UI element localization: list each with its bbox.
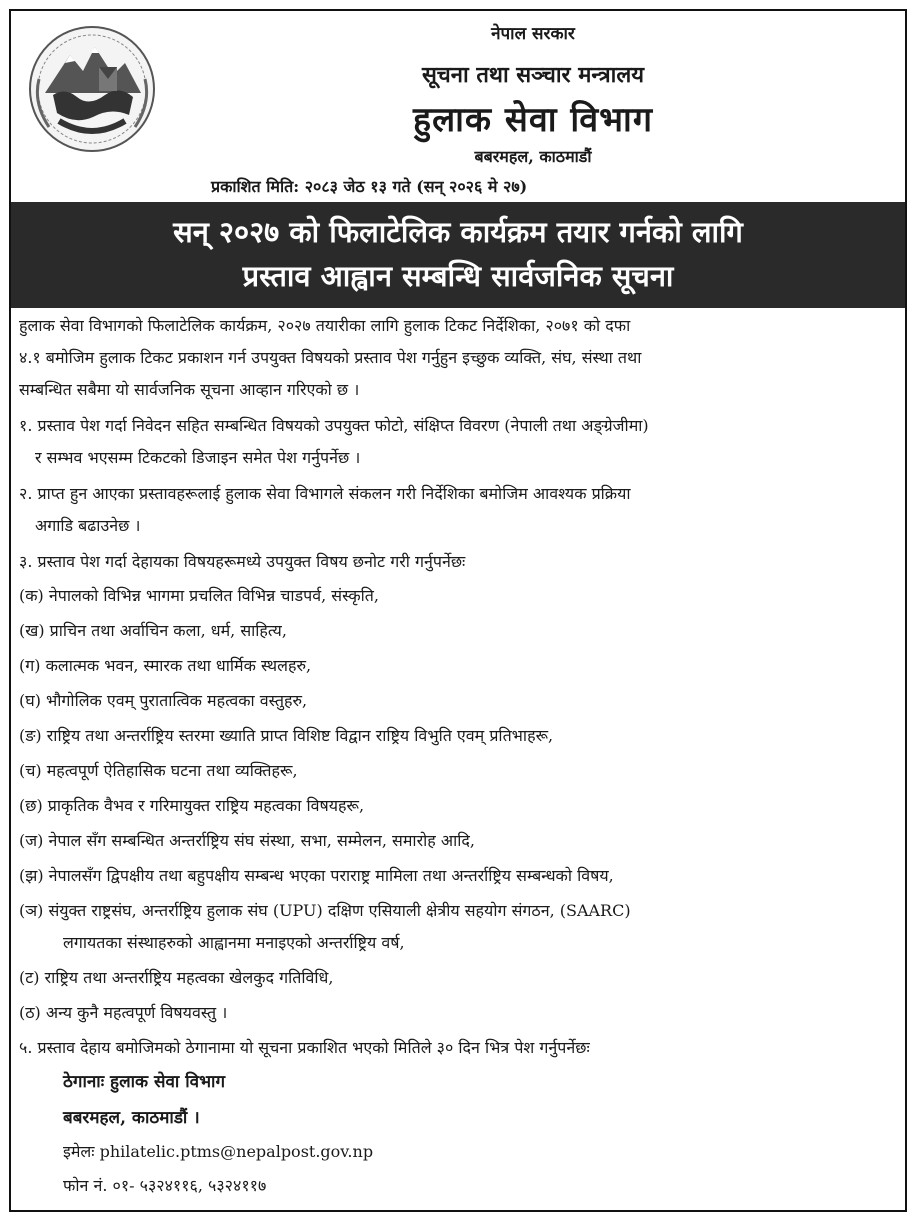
point-1: १. प्रस्ताव पेश गर्दा निवेदन सहित सम्बन्धित विषयको उपयुक्त फोटो, संक्षिप्त विवरण (नेपाली तथा अङ्ग्रेजीमा) [19,416,649,435]
subitem-tha: (ठ) अन्य कुनै महत्वपूर्ण विषयवस्तु । [19,1003,228,1022]
point-5: ५. प्रस्ताव देहाय बमोजिमको ठेगानामा यो सूचना प्रकाशित भएको मितिले ३० दिन भित्र पेश गर्नुपर्नेछः [19,1038,590,1057]
subitem-jha: (झ) नेपालसँग द्विपक्षीय तथा बहुपक्षीय सम्बन्ध भएका पराराष्ट्र मामिला तथा अन्तर्राष्ट्रिय सम्बन्धको विषय, [19,866,614,885]
subitem-ta: (ट) राष्ट्रिय तथा अन्तर्राष्ट्रिय महत्वका खेलकुद गतिविधि, [19,968,334,987]
government-name: नेपाल सरकार [491,24,575,44]
subitem-yna-cont: लगायतका संस्थाहरुको आह्वानमा मनाइएको अन्तर्राष्ट्रिय वर्ष, [63,933,405,952]
contact-email: इमेलः philatelic.ptms@nepalpost.gov.np [63,1142,374,1161]
point-3: ३. प्रस्ताव पेश गर्दा देहायका विषयहरूमध्ये उपयुक्त विषय छनोट गरी गर्नुपर्नेछः [19,552,466,571]
notice-title-banner [11,202,905,308]
subitem-ja: (ज) नेपाल सँग सम्बन्धित अन्तर्राष्ट्रिय संघ संस्था, सभा, सम्मेलन, समारोह आदि, [19,831,475,850]
published-date: प्रकाशित मिति: २०८३ जेठ १३ गते (सन् २०२६ मे २७) [211,177,528,196]
subitem-kha: (ख) प्राचिन तथा अर्वाचिन कला, धर्म, साहित्य, [19,621,287,640]
office-address: बबरमहल, काठमाडौं [474,147,592,166]
contact-address-line1: ठेगानाः हुलाक सेवा विभाग [63,1072,226,1092]
intro-line: हुलाक सेवा विभागको फिलाटेलिक कार्यक्रम, २०२७ तयारीका लागि हुलाक टिकट निर्देशिका, २०७१ को दफा [19,316,631,335]
subitem-chha: (छ) प्राकृतिक वैभव र गरिमायुक्त राष्ट्रिय महत्वका विषयहरू, [19,796,365,815]
notice-page [9,9,907,1212]
ministry-name: सूचना तथा सञ्चार मन्त्रालय [421,62,645,88]
subitem-ga: (ग) कलात्मक भवन, स्मारक तथा धार्मिक स्थलहरु, [19,656,312,675]
contact-address-line2: बबरमहल, काठमाडौं । [63,1108,200,1128]
subitem-gha: (घ) भौगोलिक एवम् पुरातात्विक महत्वका वस्तुहरु, [19,691,308,710]
contact-phone: फोन नं. ०१- ५३२४११६, ५३२४११७ [63,1176,267,1195]
point-1-cont: र सम्भव भएसम्म टिकटको डिजाइन समेत पेश गर्नुपर्नेछ । [35,448,361,467]
nepal-emblem-icon [25,23,159,155]
intro-line: ४.१ बमोजिम हुलाक टिकट प्रकाशन गर्न उपयुक्त विषयको प्रस्ताव पेश गर्नुहुन इच्छुक व्यक्ति, संघ, संस्था तथा [19,348,642,367]
subitem-nga: (ङ) राष्ट्रिय तथा अन्तर्राष्ट्रिय स्तरमा ख्याति प्राप्त विशिष्ट विद्वान राष्ट्रिय विभुति एवम् प्रतिभाहरू, [19,726,554,745]
notice-title-line2: प्रस्ताव आह्वान सम्बन्धि सार्वजनिक सूचना [242,259,674,293]
subitem-cha: (च) महत्वपूर्ण ऐतिहासिक घटना तथा व्यक्तिहरू, [19,761,298,780]
point-2-cont: अगाडि बढाउनेछ । [35,516,141,535]
subitem-ka: (क) नेपालको विभिन्न भागमा प्रचलित विभिन्न चाडपर्व, संस्कृति, [19,586,379,605]
notice-title-line1: सन् २०२७ को फिलाटेलिक कार्यक्रम तयार गर्नको लागि [173,215,743,249]
intro-line: सम्बन्धित सबैमा यो सार्वजनिक सूचना आव्हान गरिएको छ । [19,380,360,399]
department-name: हुलाक सेवा विभाग [413,100,653,140]
subitem-yna: (ञ) संयुक्त राष्ट्रसंघ, अन्तर्राष्ट्रिय हुलाक संघ (UPU) दक्षिण एसियाली क्षेत्रीय सहयोग संगठन, (SAARC) [19,901,631,920]
point-2: २. प्राप्त हुन आएका प्रस्तावहरूलाई हुलाक सेवा विभागले संकलन गरी निर्देशिका बमोजिम आवश्यक प्रक्रिया [19,484,631,503]
